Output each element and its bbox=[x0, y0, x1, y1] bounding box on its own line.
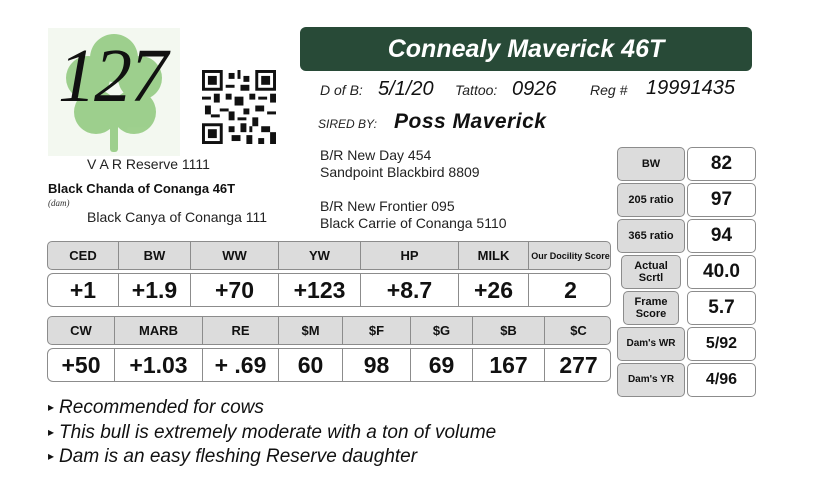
note-text: Dam is an easy fleshing Reserve daughter bbox=[59, 446, 418, 467]
header-dollar-m: $M bbox=[278, 317, 342, 344]
epd-header-row bbox=[47, 316, 611, 345]
header-bw: BW bbox=[118, 242, 190, 269]
value-bw: +1.9 bbox=[118, 274, 190, 306]
stat-value: 5/92 bbox=[687, 327, 756, 361]
maternal-grandsire: V A R Reserve 1111 bbox=[87, 156, 210, 172]
triangle-bullet-icon: ▸ bbox=[48, 449, 55, 463]
sire-label: SIRED BY: bbox=[318, 117, 377, 131]
stat-bw bbox=[617, 147, 756, 181]
stat-value: 4/96 bbox=[687, 363, 756, 397]
sire-dam-sire: B/R New Frontier 095 bbox=[320, 198, 455, 214]
value-yw: +123 bbox=[278, 274, 360, 306]
reg-label: Reg # bbox=[590, 82, 628, 98]
value-marb: +1.03 bbox=[114, 349, 202, 381]
value-re: + .69 bbox=[202, 349, 278, 381]
header-dollar-c: $C bbox=[544, 317, 612, 344]
dob-value: 5/1/20 bbox=[378, 78, 434, 100]
stat-label: Frame Score bbox=[623, 291, 679, 325]
header-dollar-b: $B bbox=[472, 317, 544, 344]
header-hp: HP bbox=[360, 242, 458, 269]
stat-label: 365 ratio bbox=[617, 219, 685, 253]
value-dollar-g: 69 bbox=[410, 349, 472, 381]
header-cw: CW bbox=[70, 323, 92, 338]
sire-name: Poss Maverick bbox=[394, 110, 547, 133]
epd-table-carcass bbox=[47, 316, 611, 382]
reg-value: 19991435 bbox=[646, 77, 735, 99]
value-dollar-f: 98 bbox=[342, 349, 410, 381]
lot-number: 127 bbox=[58, 34, 166, 118]
stat-frame-score bbox=[617, 291, 756, 325]
value-docility: 2 bbox=[528, 274, 612, 306]
header-ced: CED bbox=[69, 248, 97, 263]
epd-header-row bbox=[47, 241, 611, 270]
maternal-granddam: Black Canya of Conanga 111 bbox=[87, 209, 268, 225]
note-item bbox=[48, 446, 417, 468]
header-yw: YW bbox=[278, 242, 360, 269]
header-docility: Our Docility Score bbox=[528, 242, 612, 269]
value-ww: +70 bbox=[190, 274, 278, 306]
note-item bbox=[48, 422, 496, 444]
stat-value: 82 bbox=[687, 147, 756, 181]
tattoo-label: Tattoo: bbox=[455, 82, 498, 98]
value-hp: +8.7 bbox=[360, 274, 458, 306]
epd-value-row bbox=[47, 348, 611, 382]
epd-table-growth bbox=[47, 241, 611, 307]
value-dollar-m: 60 bbox=[278, 349, 342, 381]
tattoo-value: 0926 bbox=[512, 78, 557, 100]
stat-label: Dam's YR bbox=[617, 363, 685, 397]
header-dollar-f: $F bbox=[342, 317, 410, 344]
stat-label: BW bbox=[617, 147, 685, 181]
stat-value: 94 bbox=[687, 219, 756, 253]
value-milk: +26 bbox=[458, 274, 528, 306]
stat-value: 40.0 bbox=[687, 255, 756, 289]
header-marb: MARB bbox=[114, 317, 202, 344]
epd-value-row bbox=[47, 273, 611, 307]
sire-sire: B/R New Day 454 bbox=[320, 147, 432, 163]
dam-name: Black Chanda of Conanga 46T bbox=[48, 181, 236, 196]
note-text: This bull is extremely moderate with a ton of volume bbox=[59, 422, 497, 443]
note-item bbox=[48, 397, 264, 419]
qr-code-icon[interactable] bbox=[202, 70, 276, 144]
header-dollar-g: $G bbox=[410, 317, 472, 344]
value-dollar-b: 167 bbox=[472, 349, 544, 381]
stat-label: 205 ratio bbox=[617, 183, 685, 217]
header-ww: WW bbox=[190, 242, 278, 269]
value-dollar-c: 277 bbox=[544, 349, 612, 381]
stat-dams-yr bbox=[617, 363, 756, 397]
stat-365-ratio bbox=[617, 219, 756, 253]
header-milk: MILK bbox=[458, 242, 528, 269]
dam-tag: (dam) bbox=[48, 198, 70, 208]
stat-205-ratio bbox=[617, 183, 756, 217]
sire-dam-dam: Black Carrie of Conanga 5110 bbox=[320, 215, 507, 231]
value-cw: +50 bbox=[61, 351, 101, 378]
value-ced: +1 bbox=[69, 276, 97, 303]
stat-value: 97 bbox=[687, 183, 756, 217]
stat-label: Actual Scrtl bbox=[621, 255, 681, 289]
note-text: Recommended for cows bbox=[59, 397, 264, 418]
header-re: RE bbox=[202, 317, 278, 344]
stat-actual-scrtl bbox=[617, 255, 756, 289]
stat-value: 5.7 bbox=[687, 291, 756, 325]
animal-name-banner: Connealy Maverick 46T bbox=[300, 27, 752, 71]
stat-dams-wr bbox=[617, 327, 756, 361]
stat-label: Dam's WR bbox=[617, 327, 685, 361]
dob-label: D of B: bbox=[320, 82, 363, 98]
sire-dam: Sandpoint Blackbird 8809 bbox=[320, 164, 480, 180]
triangle-bullet-icon: ▸ bbox=[48, 425, 55, 439]
triangle-bullet-icon: ▸ bbox=[48, 400, 55, 414]
